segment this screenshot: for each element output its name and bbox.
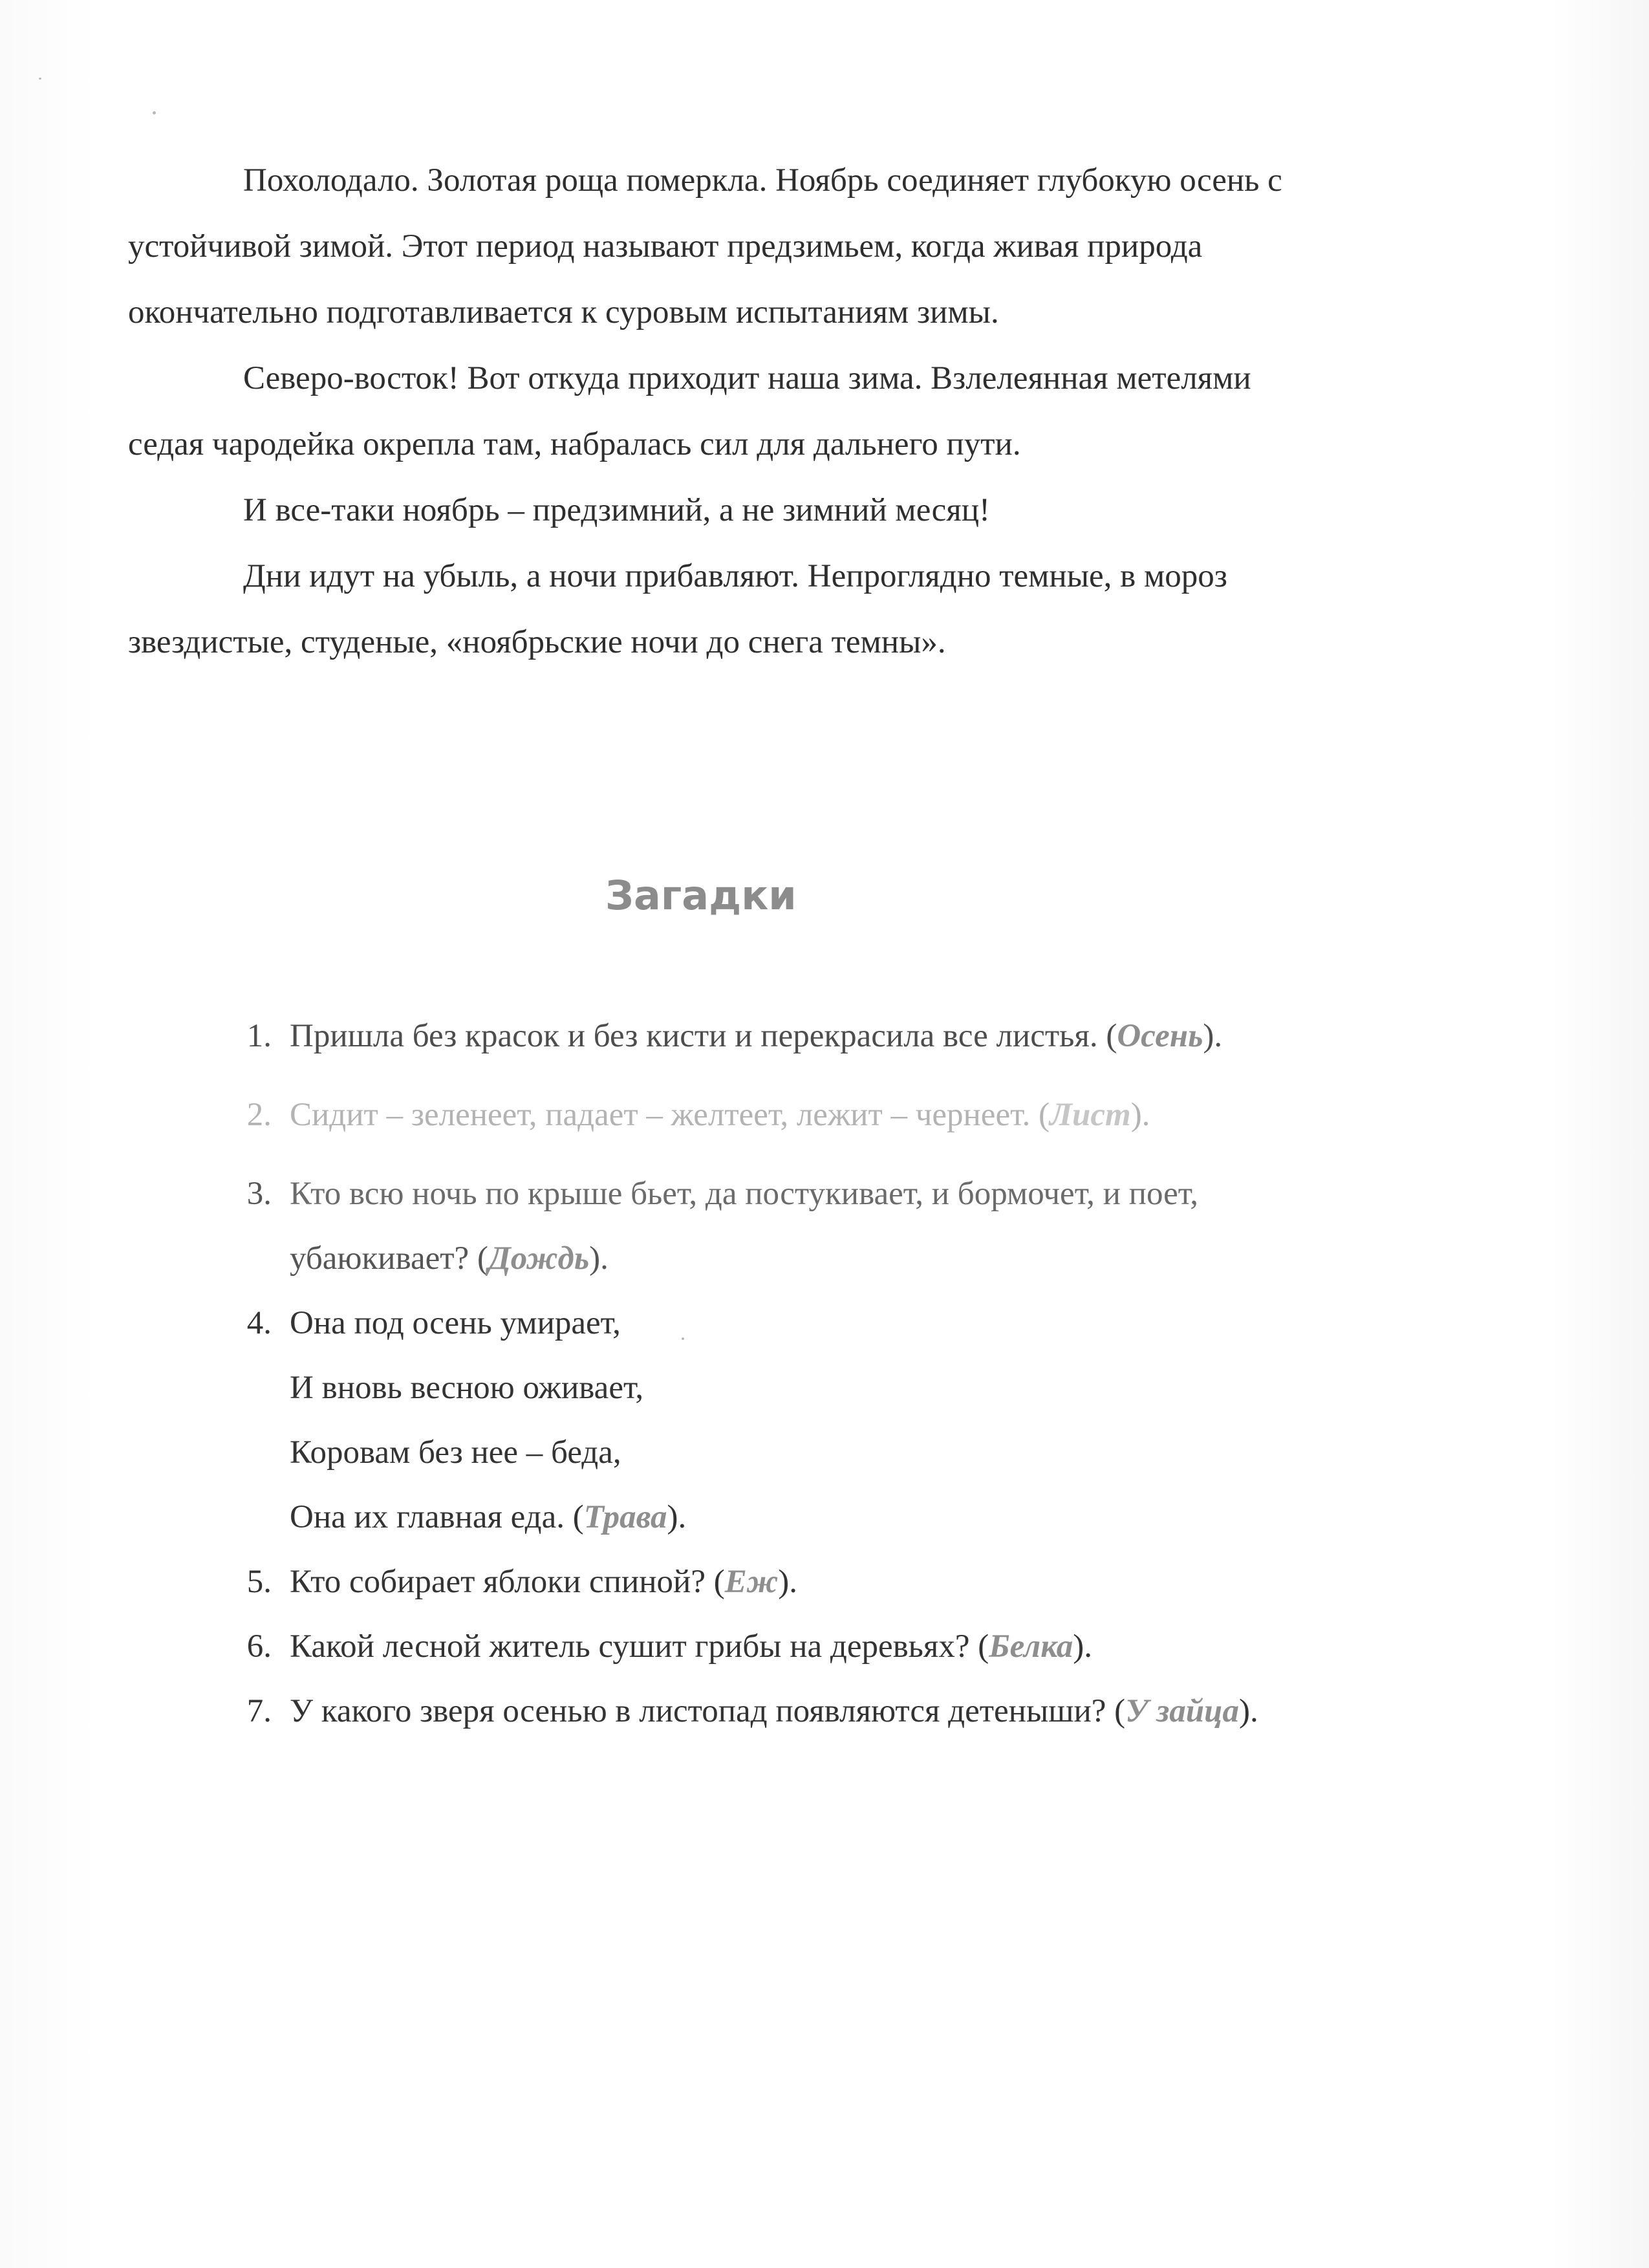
riddle-suffix: ). bbox=[667, 1499, 687, 1535]
riddle-line: Она под осень умирает, bbox=[290, 1305, 621, 1341]
riddle-text: убаюкивает? ( bbox=[290, 1240, 488, 1277]
riddle-answer: Трава bbox=[583, 1499, 667, 1535]
riddle-answer: Осень bbox=[1117, 1018, 1203, 1054]
riddle-item bbox=[233, 1550, 1526, 1614]
riddle-line bbox=[290, 1679, 1526, 1744]
riddle-line: Коровам без нее – беда, bbox=[290, 1434, 621, 1471]
text-line: Похолодало. Золотая роща померкла. Ноябрь соединяет глубокую осень с bbox=[243, 162, 1282, 199]
riddle-line bbox=[290, 1083, 1526, 1147]
text-line: окончательно подготавливается к суровым испытаниям зимы. bbox=[128, 294, 999, 330]
riddle-suffix: ). bbox=[778, 1564, 798, 1600]
riddle-suffix: ). bbox=[1203, 1018, 1223, 1054]
riddle-item bbox=[233, 1161, 1526, 1291]
riddle-line bbox=[290, 1614, 1526, 1679]
riddle-number: 4. bbox=[246, 1305, 272, 1341]
scan-speck bbox=[39, 78, 41, 80]
riddle-answer: Белка bbox=[989, 1628, 1073, 1665]
riddle-suffix: ). bbox=[589, 1240, 609, 1277]
riddle-suffix: ). bbox=[1130, 1097, 1150, 1133]
intro-text bbox=[128, 147, 1518, 675]
riddle-answer: Еж bbox=[724, 1564, 779, 1600]
text-line: седая чародейка окрепла там, набралась сил для дальнего пути. bbox=[128, 426, 1021, 462]
riddle-line bbox=[290, 1004, 1526, 1068]
riddle-answer: У зайца bbox=[1125, 1693, 1240, 1729]
riddle-line: Кто всю ночь по крыше бьет, да постукивает, и бормочет, и поет, bbox=[290, 1176, 1198, 1212]
riddle-line bbox=[290, 1226, 1526, 1291]
riddle-item bbox=[233, 1083, 1526, 1147]
scan-speck bbox=[153, 111, 156, 114]
riddle-number: 3. bbox=[246, 1176, 272, 1212]
riddle-number: 7. bbox=[246, 1693, 272, 1729]
riddle-line: И вновь весною оживает, bbox=[290, 1370, 644, 1406]
riddle-line bbox=[290, 1485, 1526, 1550]
riddle-number: 6. bbox=[246, 1628, 272, 1665]
riddle-text: Она их главная еда. ( bbox=[290, 1499, 584, 1535]
riddles-heading: Загадки bbox=[605, 872, 797, 919]
intro-paragraph bbox=[128, 477, 1518, 543]
riddle-text: У какого зверя осенью в листопад появляются детеныши? ( bbox=[290, 1693, 1126, 1729]
riddle-number: 2. bbox=[246, 1097, 272, 1133]
riddle-text: Кто собирает яблоки спиной? ( bbox=[290, 1564, 725, 1600]
riddle-answer: Дождь bbox=[488, 1240, 590, 1277]
text-line: устойчивой зимой. Этот период называют предзимьем, когда живая природа bbox=[128, 228, 1203, 265]
riddle-line bbox=[290, 1550, 1526, 1614]
riddle-item bbox=[233, 1004, 1526, 1068]
intro-paragraph bbox=[128, 345, 1518, 477]
riddle-item bbox=[233, 1679, 1526, 1744]
riddle-number: 5. bbox=[246, 1564, 272, 1600]
riddle-number: 1. bbox=[246, 1018, 272, 1054]
riddles-list bbox=[233, 1004, 1526, 1744]
riddle-text: Какой лесной житель сушит грибы на деревьях? ( bbox=[290, 1628, 989, 1665]
riddle-text: Сидит – зеленеет, падает – желтеет, лежит – чернеет. ( bbox=[290, 1097, 1050, 1133]
text-line: И все-таки ноябрь – предзимний, а не зимний месяц! bbox=[243, 492, 990, 528]
riddle-answer: Лист bbox=[1050, 1097, 1131, 1133]
riddle-suffix: ). bbox=[1239, 1693, 1258, 1729]
riddle-text: Пришла без красок и без кисти и перекрасила все листья. ( bbox=[290, 1018, 1117, 1054]
riddle-item bbox=[233, 1291, 1526, 1550]
intro-paragraph bbox=[128, 543, 1518, 675]
riddle-suffix: ). bbox=[1073, 1628, 1093, 1665]
riddle-item bbox=[233, 1614, 1526, 1679]
text-line: звездистые, студеные, «ноябрьские ночи до снега темны». bbox=[128, 624, 946, 660]
text-line: Дни идут на убыль, а ночи прибавляют. Непроглядно темные, в мороз bbox=[243, 558, 1227, 594]
text-line: Северо-восток! Вот откуда приходит наша зима. Взлелеянная метелями bbox=[243, 360, 1251, 396]
intro-paragraph bbox=[128, 147, 1518, 345]
